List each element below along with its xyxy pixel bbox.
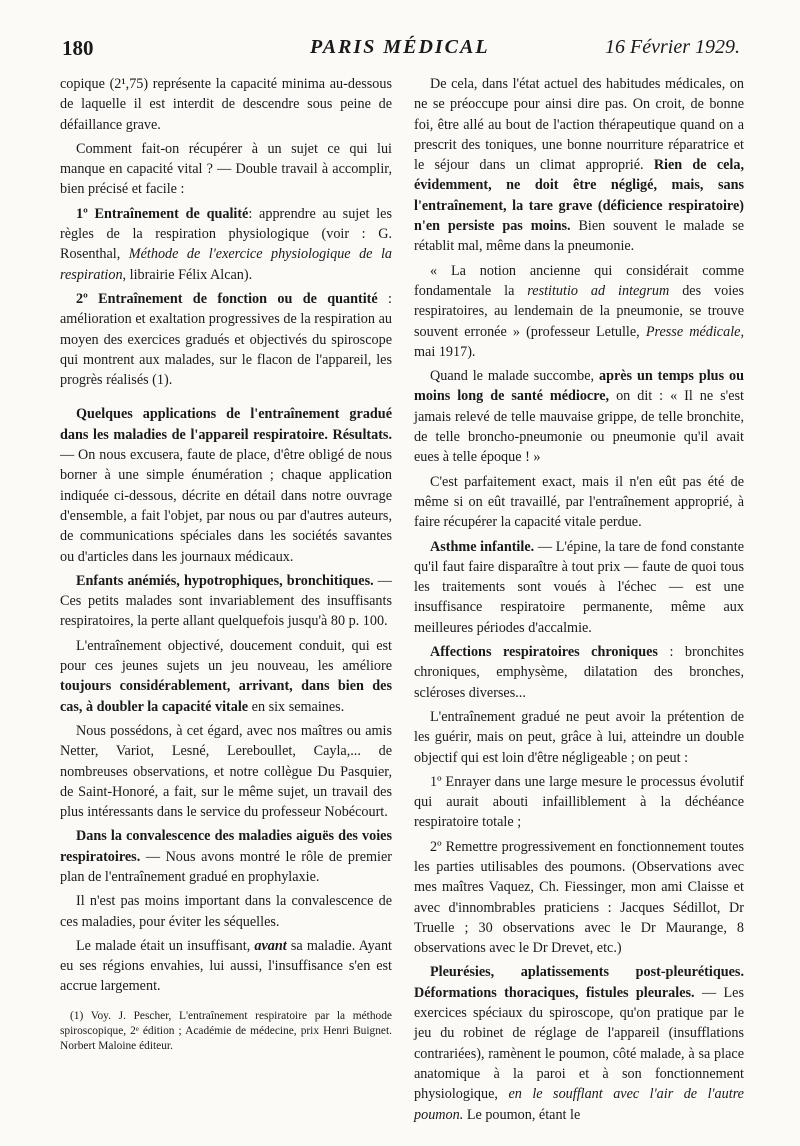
paragraph: copique (2¹,75) représente la capacité minima au-dessous de laquelle il est interdit de descendre sous peine de défaillance grave. [60,76,392,133]
paragraph: Nous possédons, à cet égard, avec nos maîtres ou amis Netter, Variot, Lesné, Lereboullet, Cayla,... de nombreuses observations, et notre collègue Du Pasquier, de Saint-Honoré, a fait, sur le même sujet, un travail des plus intéressants dans le service du professeur Nobécourt. [60,722,392,821]
section-paragraph: Enfants anémiés, hypotrophiques, bronchitiques. — Ces petits malades sont invariablement des insuffisants respiratoires, la perte allant quelquefois jusqu'à 80 p. 100. [60,572,392,630]
paragraph: C'est parfaitement exact, mais il n'en eût pas été de même si on eût travaillé, par l'entraînement approprié, à faire récupérer la capacité vitale perdue. [414,473,744,531]
paragraph: 2º Remettre progressivement en fonctionnement toutes les parties utilisables des poumons. (Observations avec mes maîtres Vaquez, Ch. Fiessinger, mon ami Claisse et avec d'innombrables praticiens : Jacques Sédillot, Dr Truelle ; 30 observations avec le Dr Maurange, 8 observations avec le Dr Drevet, etc.) [414,838,744,957]
section-paragraph: Asthme infantile. — L'épine, la tare de fond constante qu'il faut faire disparaître à tout prix — faute de quoi tous les traitements sont voués à l'échec — est une insuffisance respiratoire permanente, même aux meilleures périodes d'accalmie. [414,538,745,636]
paragraph: 1º Enrayer dans une large mesure le processus évolutif qui aurait abouti infailliblement à la déchéance respiratoire totale ; [414,773,744,831]
section-paragraph: Dans la convalescence des maladies aiguës des voies respiratoires. — Nous avons montré le rôle de premier plan de l'entraînement gradué en prophylaxie. [60,828,392,885]
section-paragraph: Pleurésies, aplatissements post-pleurétiques. Déformations thoraciques, fistules pleurales. — Les exercices spéciaux du spiroscope, qu'on pratique par le jeu du robinet de réglage de l'appareil (insufflations contrariées), ramènent le poumon, côté malade, à sa place anatomique à la paroi et à son fonctionnement physiologique, en le soufflant avec l'air de l'autre poumon. Le poumon, étant le [414,964,744,1123]
journal-title: PARIS MÉDICAL [310,36,490,58]
page-number: 180 [62,36,94,60]
paragraph: « La notion ancienne qui considérait comme fondamentale la restitutio ad integrum des voies respiratoires, au lendemain de la pneumonie, se trouve souvent erronée » (professeur Letulle, Presse médicale, mai 1917). [414,262,744,360]
paragraph: Le malade était un insuffisant, avant sa maladie. Ayant eu ses régions envahies, lui aussi, l'insuffisance s'en est accrue largement. [60,937,392,995]
left-column [60,74,392,1054]
section-paragraph: Affections respiratoires chroniques : bronchites chroniques, emphysème, dilatation des bronches, scléroses diverses... [414,644,744,701]
right-column [414,74,744,1129]
issue-date: 16 Février 1929. [605,36,740,58]
paragraph: 1º Entraînement de qualité: apprendre au sujet les règles de la respiration physiologique (voir : G. Rosenthal, Méthode de l'exercice physiologique de la respiration, librairie Félix Alcan). [60,205,393,283]
section-paragraph: Quelques applications de l'entraînement gradué dans les maladies de l'appareil respiratoire. Résultats. — On nous excusera, faute de place, d'être obligé de nous borner à une simple énumération ; chaque application indiquée ci-dessous, décrite en détail dans notre ouvrage d'ensemble, a fait l'objet, par nous ou par d'autres auteurs, de communications spéciales dans les sociétés savantes ou d'articles dans les journaux médicaux. [60,406,392,565]
paragraph: Comment fait-on récupérer à un sujet ce qui lui manque en capacité vital ? — Double travail à accomplir, bien précisé et facile : [60,140,392,198]
paragraph: L'entraînement objectivé, doucement conduit, qui est pour ces jeunes sujets un jeu nouveau, les améliore toujours considérablement, arrivant, dans bien des cas, à doubler la capacité vitale en six semaines. [60,637,392,715]
paragraph: 2º Entraînement de fonction ou de quantité : amélioration et exaltation progressives de la respiration au moyen des exercices gradués et objectivés du spiroscope qui montrent aux malades, sur le flacon de l'appareil, les progrès réalisés (1). [60,290,392,389]
paragraph: Il n'est pas moins important dans la convalescence de ces maladies, pour éviter les séquelles. [60,893,392,930]
footnotes [60,1009,392,1054]
paragraph: Quand le malade succombe, après un temps plus ou moins long de santé médiocre, on dit : « Il ne s'est jamais relevé de telle mauvaise grippe, de telle bronchite, de telle broncho-pneumonie ou pneumonie qu'il avait eues à telle époque ! » [414,368,744,466]
footnote: (1) Voy. J. Pescher, L'entraînement respiratoire par la méthode spiroscopique, 2ᵉ édition ; Académie de médecine, prix Henri Buignet. Norbert Maloine éditeur. [60,1009,392,1052]
paragraph: De cela, dans l'état actuel des habitudes médicales, on ne se préoccupe pour ainsi dire pas. On croit, de bonne foi, être allé au bout de l'action thérapeutique quand on a prescrit des toniques, une bonne nourriture réparatrice et le séjour dans un climat approprié. Rien de cela, évidemment, ne doit être négligé, mais, sans l'entraînement, la tare grave (déficience respiratoire) n'en persiste pas moins. Bien souvent le malade se rétablit mal, même dans la pneumonie. [414,76,745,255]
running-header [62,36,740,64]
paragraph: L'entraînement gradué ne peut avoir la prétention de les guérir, mais on peut, grâce à lui, atteindre un double objectif qui est loin d'être négligeable ; on peut : [414,708,744,766]
